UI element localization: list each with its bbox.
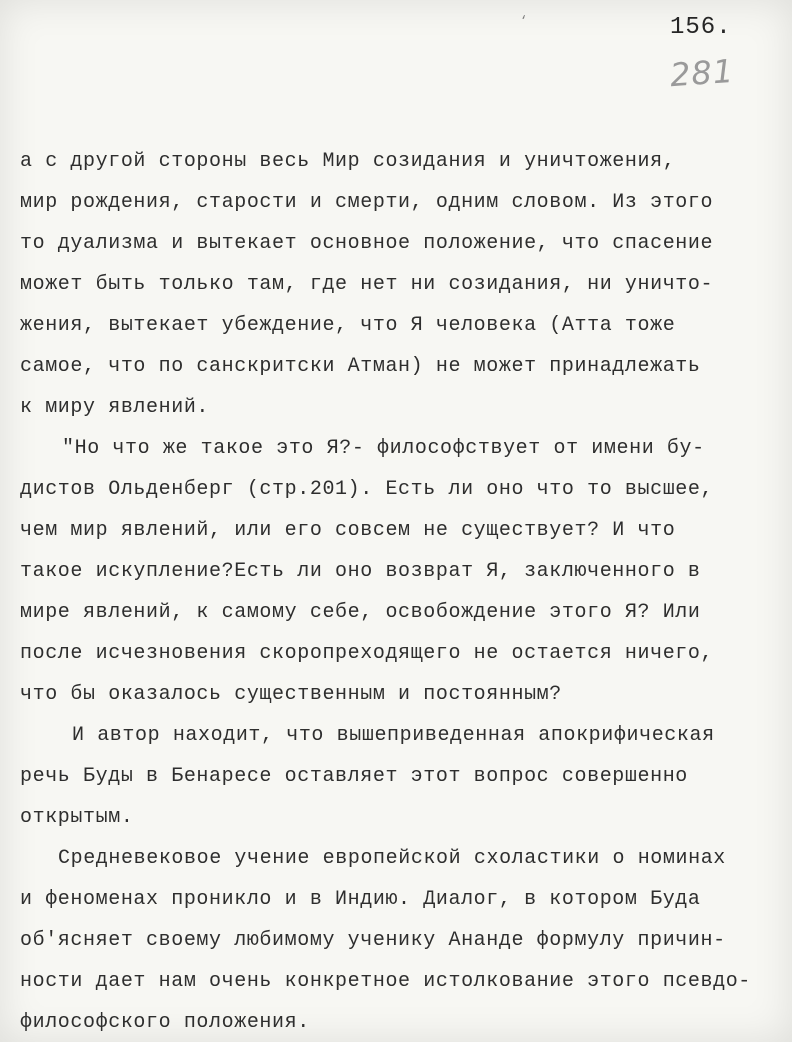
- text-line: ности дает нам очень конкретное истолкование этого псевдо-: [20, 970, 751, 993]
- text-line: а с другой стороны весь Мир созидания и уничтожения,: [20, 150, 676, 173]
- text-line: после исчезновения скоропреходящего не остается ничего,: [20, 642, 714, 665]
- text-line: самое, что по санскритски Атман) не может принадлежать: [20, 355, 701, 378]
- text-line: об'ясняет своему любимому ученику Ананде формулу причин-: [20, 929, 726, 952]
- text-line: то дуализма и вытекает основное положение, что спасение: [20, 232, 714, 255]
- text-line: мире явлений, к самому себе, освобождение этого Я? Или: [20, 601, 701, 624]
- text-line: может быть только там, где нет ни созидания, ни уничто-: [20, 273, 714, 296]
- text-line: дистов Ольденберг (стр.201). Есть ли оно что то высшее,: [20, 478, 714, 501]
- text-line: к миру явлений.: [20, 396, 210, 419]
- text-line: мир рождения, старости и смерти, одним словом. Из этого: [20, 191, 714, 214]
- page-number: 156.: [670, 14, 732, 41]
- stray-mark: ‘: [520, 14, 528, 28]
- text-line: и феноменах проникло и в Индию. Диалог, в котором Буда: [20, 888, 701, 911]
- text-line: что бы оказалось существенным и постоянным?: [20, 683, 562, 706]
- text-line: открытым.: [20, 806, 134, 829]
- text-line: "Но что же такое это Я?- философствует от имени бу-: [62, 437, 705, 460]
- text-line: Средневековое учение европейской схоластики о номинах: [58, 847, 726, 870]
- text-line: речь Буды в Бенаресе оставляет этот вопрос совершенно: [20, 765, 688, 788]
- text-line: И автор находит, что вышеприведенная апокрифическая: [72, 724, 715, 747]
- text-line: философского положения.: [20, 1011, 310, 1034]
- handwritten-archive-number: 281: [668, 51, 736, 95]
- text-line: такое искупление?Есть ли оно возврат Я, заключенного в: [20, 560, 701, 583]
- text-line: чем мир явлений, или его совсем не существует? И что: [20, 519, 676, 542]
- text-line: жения, вытекает убеждение, что Я человека (Атта тоже: [20, 314, 676, 337]
